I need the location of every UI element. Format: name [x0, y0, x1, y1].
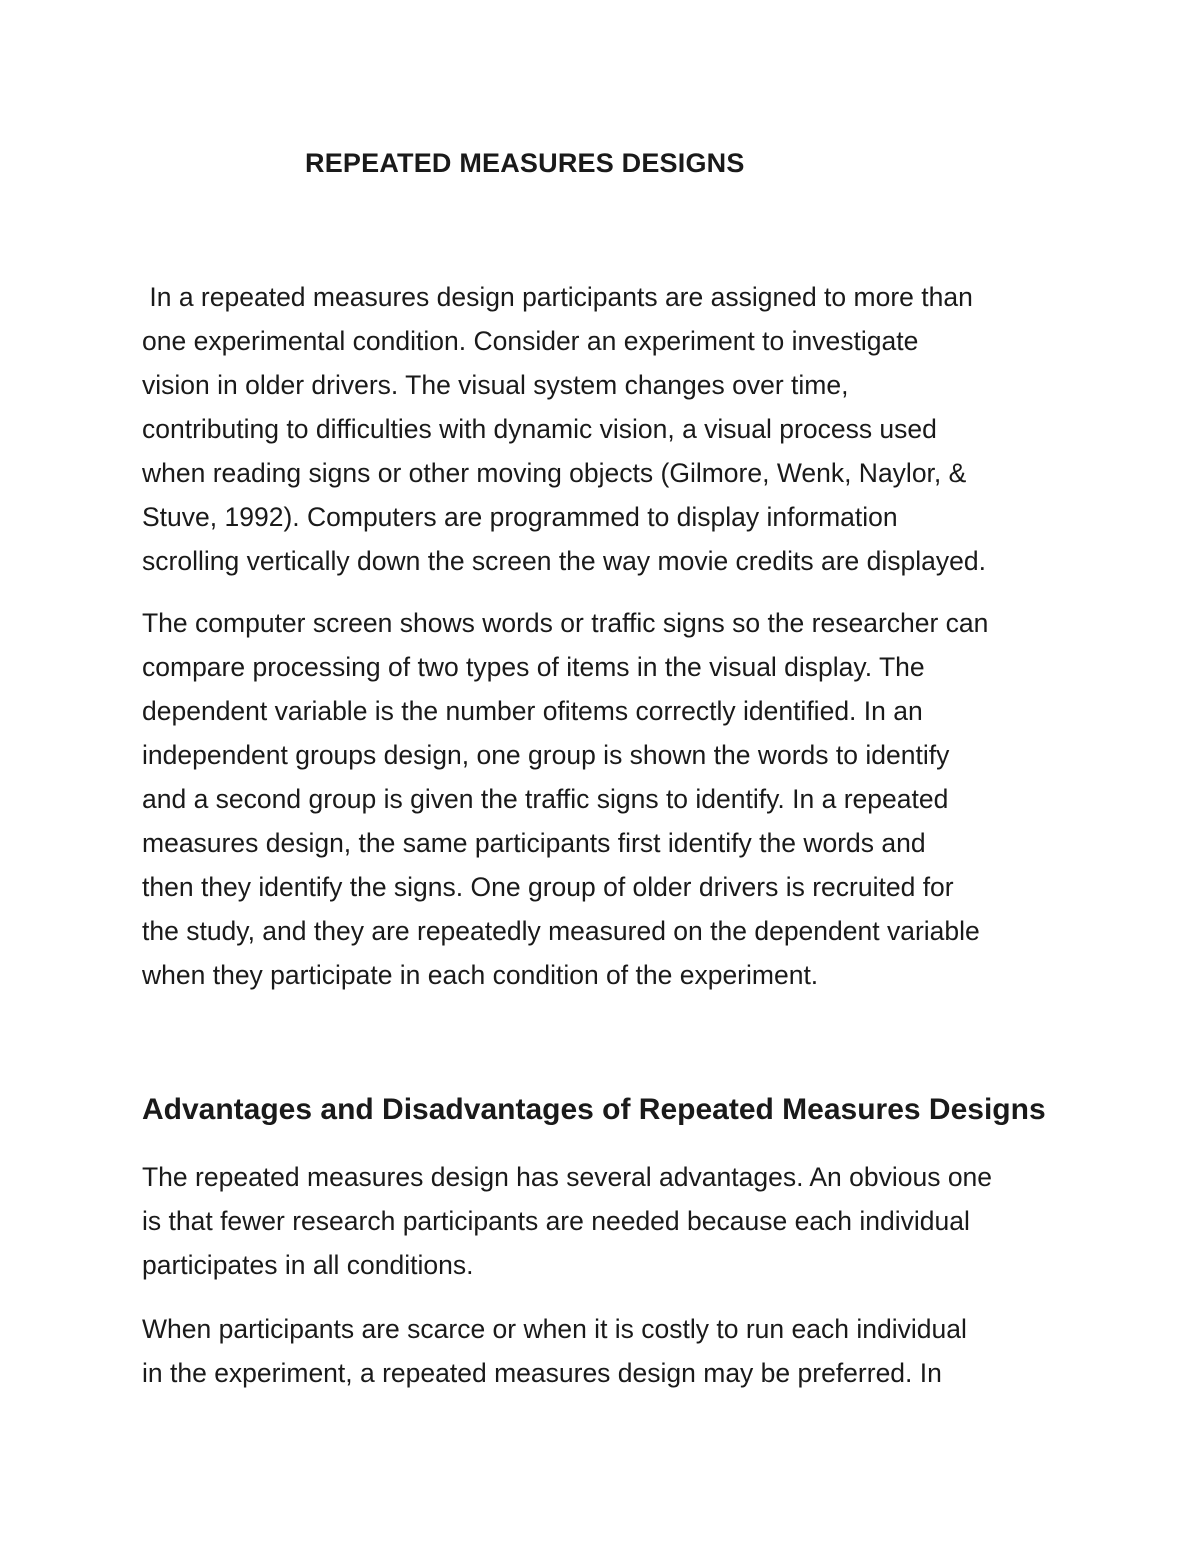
text-line: When participants are scarce or when it is costly to run each individual [142, 1314, 967, 1344]
paragraph-scarce-participants [142, 1307, 1072, 1395]
text-line: In a repeated measures design participants are assigned to more than [142, 282, 973, 312]
text-line: the study, and they are repeatedly measured on the dependent variable [142, 916, 980, 946]
text-line: independent groups design, one group is shown the words to identify [142, 740, 950, 770]
text-line: contributing to difficulties with dynamic vision, a visual process used [142, 414, 937, 444]
text-line: and a second group is given the traffic signs to identify. In a repeated [142, 784, 949, 814]
text-line: scrolling vertically down the screen the way movie credits are displayed. [142, 546, 986, 576]
text-line: The computer screen shows words or traffic signs so the researcher can [142, 608, 989, 638]
text-line: when reading signs or other moving objects (Gilmore, Wenk, Naylor, & [142, 458, 967, 488]
paragraph-advantages [142, 1155, 1072, 1287]
page-title: REPEATED MEASURES DESIGNS [305, 148, 745, 178]
text-line: compare processing of two types of items in the visual display. The [142, 652, 925, 682]
text-line: participates in all conditions. [142, 1250, 474, 1280]
text-line: The repeated measures design has several advantages. An obvious one [142, 1162, 993, 1192]
text-line: measures design, the same participants first identify the words and [142, 828, 926, 858]
text-line: when they participate in each condition of the experiment. [142, 960, 819, 990]
text-line: is that fewer research participants are needed because each individual [142, 1206, 970, 1236]
section-heading: Advantages and Disadvantages of Repeated Measures Designs [142, 1093, 1046, 1126]
text-line: Stuve, 1992). Computers are programmed to display information [142, 502, 898, 532]
text-line: dependent variable is the number ofitems correctly identified. In an [142, 696, 923, 726]
text-line: in the experiment, a repeated measures design may be preferred. In [142, 1358, 942, 1388]
paragraph-example [142, 601, 1072, 997]
text-line: then they identify the signs. One group of older drivers is recruited for [142, 872, 954, 902]
text-line: one experimental condition. Consider an experiment to investigate [142, 326, 919, 356]
paragraph-intro [142, 275, 1072, 583]
text-line: vision in older drivers. The visual system changes over time, [142, 370, 849, 400]
